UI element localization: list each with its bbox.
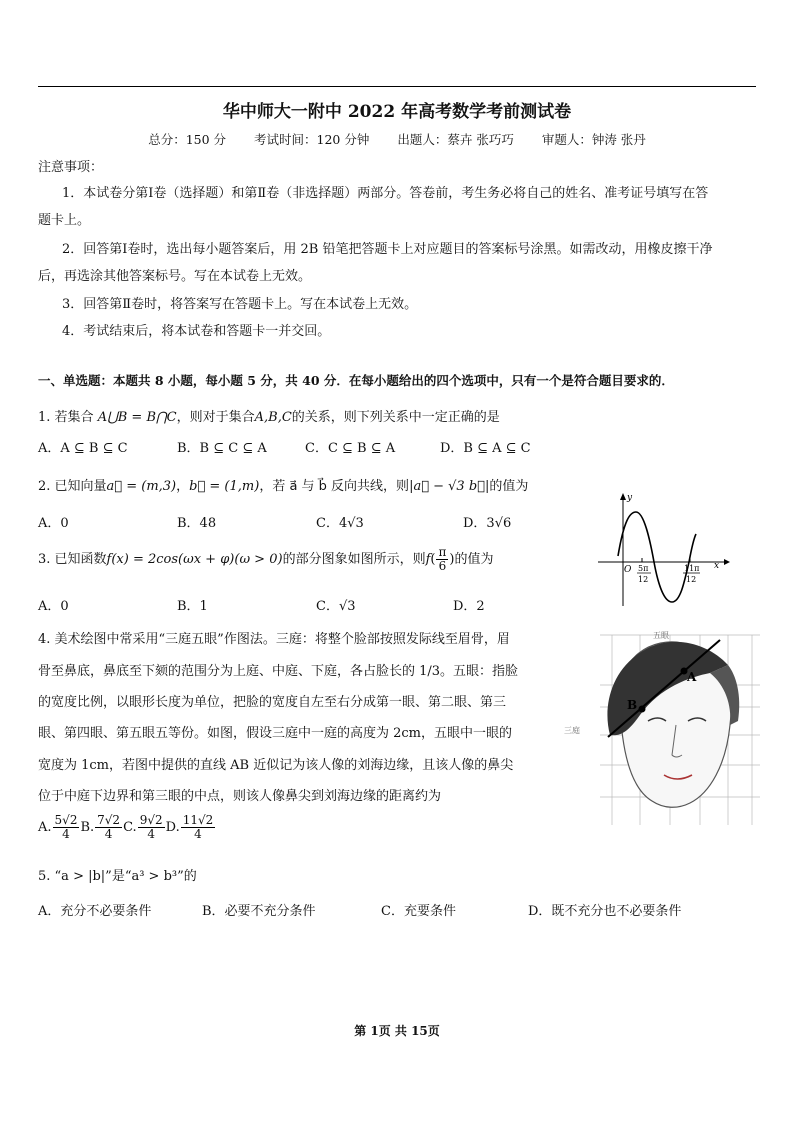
note-line: 4．考试结束后，将本试卷和答题卡一并交回。 [62,324,331,339]
q3-num: 3. 已知函数 [38,552,107,568]
note-line: 题卡上。 [38,213,91,228]
option-fraction [138,814,165,841]
option-den: 4 [147,827,155,842]
total-score: 总分：150 分 [148,132,227,147]
label-b: B [627,698,638,712]
note-line: 2．回答第Ⅰ卷时，选出每小题答案后，用 2B 铅笔把答题卡上对应题目的答案标号涂黑。如需改动，用橡皮擦干净 [62,242,713,257]
q2-option-b: B．48 [177,516,217,531]
question-5: 5. “a > |b|”是“a³ > b³”的 [38,869,197,884]
tick1-den: 12 [638,575,649,584]
option-letter: C. [123,820,137,836]
q4-option-a [38,813,80,842]
q4-line: 骨至鼻底，鼻底至下颏的范围分为上庭、中庭、下庭，各占脸长的 1/3。五眼：指脸 [38,664,519,679]
option-fraction [181,814,216,841]
q3-option-d: D．2 [453,599,485,614]
q3-arg-fraction [436,546,448,573]
origin-label: O [624,565,632,575]
q1-text: ，则对于集合 [176,410,255,425]
exam-meta [0,130,794,148]
note-line: 1．本试卷分第Ⅰ卷（选择题）和第Ⅱ卷（非选择题）两部分。答卷前，考生务必将自己的姓名、准考证号填写在答 [62,186,709,201]
option-letter: B. [80,820,95,836]
q2-expr: |a⃗ − √3 b⃗| [409,479,490,494]
q2-option-a: A．0 [38,516,69,531]
notes-heading: 注意事项： [38,160,104,175]
note-line: 后，再选涂其他答案标号。写在本试卷上无效。 [38,269,312,284]
q4-option-b [80,813,123,842]
q2-option-c: C．4√3 [316,516,364,531]
section-heading: 一、单选题：本题共 8 小题，每小题 5 分，共 40 分．在每小题给出的四个选项中，只有一个是符合题目要求的． [38,373,674,388]
q3-arg-num: π [438,545,447,559]
q4-option-c [123,813,166,842]
q2-tail: 的值为 [489,479,529,494]
q4-line: 宽度为 1cm，若图中提供的直线 AB 近似记为该人像的刘海边缘，且该人像的鼻尖 [38,758,514,773]
option-fraction [53,814,80,841]
five-eyes-label: 五眼 [653,631,669,640]
q2-mid: ，若 a⃗ 与 b⃗ 反向共线，则 [259,479,410,494]
q1-option-d: D．B ⊆ A ⊆ C [440,441,531,456]
q3-mid: 的部分图象如图所示，则 [282,552,426,568]
q1-option-a: A．A ⊆ B ⊆ C [38,441,128,456]
q2-vector-a: a⃗ = (m,3) [106,479,177,494]
option-letter: D. [165,820,180,836]
three-courts-label: 三庭 [564,726,580,735]
q3-option-a: A．0 [38,599,69,614]
q4-line: 位于中庭下边界和第三眼的中点，则该人像鼻尖到刘海边缘的距离约为 [38,789,442,804]
q4-line: 4. 美术绘图中常采用“三庭五眼”作图法。三庭：将整个脸部按照发际线至眉骨，眉 [38,632,510,647]
q3-cosine-graph [596,490,736,608]
q4-option-d [165,813,217,842]
q4-line: 的宽度比例，以眼形长度为单位，把脸的宽度自左至右分成第一眼、第二眼、第三 [38,695,507,710]
exam-time: 考试时间：120 分钟 [254,132,370,147]
x-label: x [714,561,720,571]
q5-option-d: D．既不充分也不必要条件 [528,904,682,919]
q1-option-b: B．B ⊆ C ⊆ A [177,441,267,456]
question-1 [38,406,500,425]
option-num: 9√2 [139,813,163,827]
q4-options [38,814,216,841]
q1-option-c: C．C ⊆ B ⊆ A [305,441,396,456]
q3-arg-den: 6 [438,559,447,574]
y-axis-arrow-icon [620,493,626,500]
point-b [639,706,646,713]
cosine-curve [618,512,696,602]
reviewers: 审题人：钟涛 张丹 [541,132,646,147]
q3-option-b: B．1 [177,599,208,614]
note-line: 3．回答第Ⅱ卷时，将答案写在答题卡上。写在本试卷上无效。 [62,297,418,312]
authors: 出题人：蔡卉 张巧巧 [397,132,514,147]
q2-num: 2. 已知向量 [38,479,107,494]
q5-option-c: C．充要条件 [381,904,456,919]
option-den: 4 [104,827,113,842]
q3-f: f [425,552,431,568]
y-label: y [627,493,633,503]
q1-expr: A⋃B = B⋂C [97,410,177,425]
x-axis-arrow-icon [724,559,730,565]
q5-option-a: A．充分不必要条件 [38,904,152,919]
option-fraction [95,814,122,841]
q3-func: f(x) = 2cos(ωx + φ)(ω > 0) [106,552,283,568]
option-num: 7√2 [97,813,121,827]
option-num: 11√2 [182,813,214,827]
page-title: 华中师大一附中 2022 年高考数学考前测试卷 [222,102,572,122]
option-letter: A. [38,820,52,836]
page-footer: 第 1页 共 15页 [354,1024,440,1038]
q4-face-figure [560,625,770,835]
option-num: 5√2 [54,813,78,827]
tick2-den: 12 [686,575,697,584]
top-rule [38,86,756,87]
q5-option-b: B．必要不充分条件 [202,904,316,919]
q1-tail: 的关系，则下列关系中一定正确的是 [291,410,500,425]
q4-line: 眼、第四眼、第五眼五等份。如图，假设三庭中一庭的高度为 2cm，五眼中一眼的 [38,726,513,741]
label-a: A [687,670,697,684]
q1-num: 1. 若集合 [38,410,94,425]
q2-vector-b: b⃗ = (1,m) [189,479,260,494]
question-2: 2. 已知向量a⃗ = (m,3)，b⃗ = (1,m)，若 a⃗ 与 b⃗ 反向共线，则|a⃗ − √3 b⃗|的值为 [38,479,529,494]
q3-tail: 的值为 [454,552,494,568]
tick2-num: 11π [684,564,700,573]
option-den: 4 [194,827,202,842]
question-3: 3. 已知函数f(x) = 2cos(ωx + φ)(ω > 0)的部分图象如图所示，则f( $\frac{\pi}{6}$ )的值为 [38,545,494,574]
q2-option-d: D．3√6 [463,516,512,531]
q3-option-c: C．√3 [316,599,356,614]
option-den: 4 [62,827,70,842]
q1-sets: A,B,C [254,410,292,425]
tick1-num: 5π [638,564,649,573]
